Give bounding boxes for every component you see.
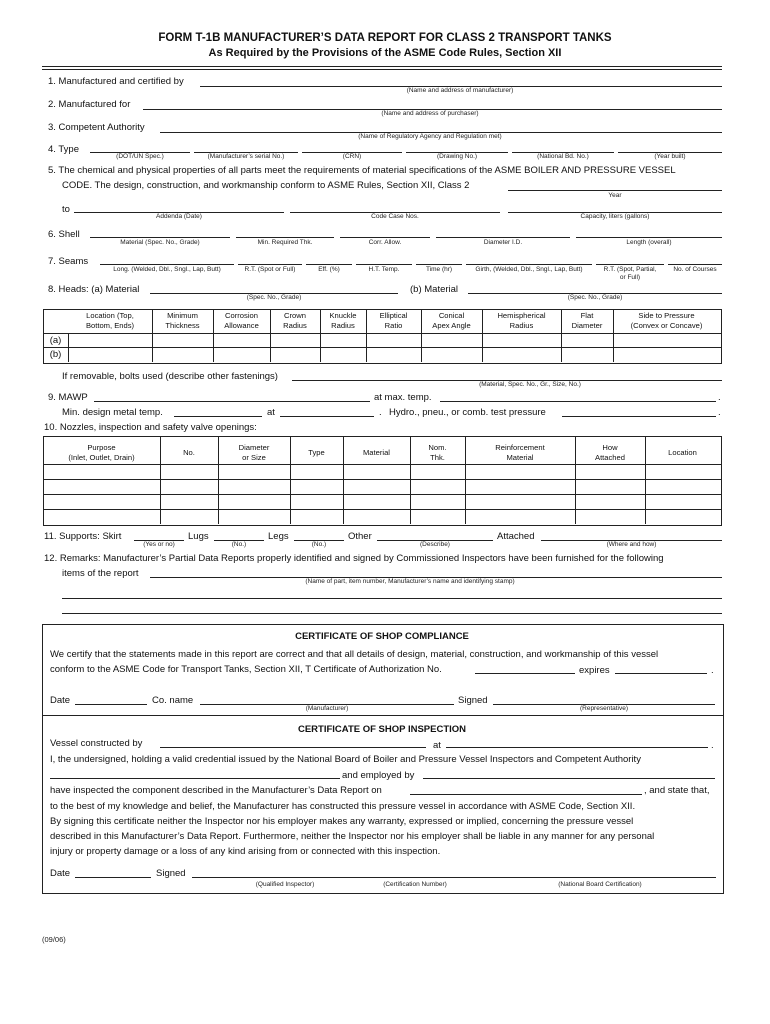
- compliance-line1: We certify that the statements made in this report are correct and that all details of design, material, construction, and workmanship of this vessel: [50, 649, 659, 660]
- certificate-no-field[interactable]: [475, 673, 575, 674]
- remarks-line[interactable]: [62, 613, 722, 614]
- inspection-signed-label: Signed: [156, 868, 186, 879]
- courses-field[interactable]: [668, 264, 722, 265]
- hint: Girth, (Welded, Dbl., Sngl., Lap, Butt): [475, 266, 583, 273]
- period: .: [711, 665, 714, 676]
- hint: Material (Spec. No., Grade): [120, 239, 200, 246]
- nozzle-col-material: Material: [362, 448, 390, 457]
- mawp-field[interactable]: [94, 401, 370, 402]
- inspection-date-label: Date: [50, 868, 71, 879]
- hint: R.T. (Spot or Full): [244, 266, 296, 273]
- manufacturer-hint: (Manufacturer): [305, 705, 349, 712]
- certificate-divider: [42, 715, 723, 716]
- nozzle-col-purpose: Purpose (Inlet, Outlet, Drain): [68, 443, 135, 462]
- hint: (Yes or no): [143, 541, 175, 548]
- min-design-temp-label: Min. design metal temp.: [62, 407, 163, 418]
- shop-inspection-title: CERTIFICATE OF SHOP INSPECTION: [297, 724, 467, 735]
- hint: No. of Courses: [673, 266, 717, 273]
- to-label: to: [62, 204, 70, 215]
- hint: Diameter I.D.: [483, 239, 523, 246]
- item4-label: 4. Type: [48, 144, 79, 155]
- inspection-holding-line: I, the undersigned, holding a valid credential issued by the National Board of Boiler and Pressure Vessel Inspectors and Competent Authority: [50, 754, 641, 765]
- item5-line1: 5. The chemical and physical properties of all parts meet the requirements of material specifications of the ASME BOILER AND PRESSURE VESSEL: [48, 165, 676, 176]
- heads-row-a: (a): [49, 335, 62, 346]
- nozzle-col-location: Location: [668, 448, 697, 457]
- item6-label: 6. Shell: [48, 229, 80, 240]
- hint: (Drawing No.): [436, 153, 478, 160]
- attached-label: Attached: [497, 531, 535, 542]
- item10-label: 10. Nozzles, inspection and safety valve openings:: [44, 422, 257, 433]
- expires-field[interactable]: [615, 673, 707, 674]
- employed-by-label: and employed by: [342, 770, 415, 781]
- hint: Length (overall): [626, 239, 672, 246]
- nozzle-col-diameter: Diameter or Size: [238, 443, 270, 462]
- nozzle-col-how-attached: How Attached: [595, 443, 625, 462]
- other-label: Other: [348, 531, 372, 542]
- rt-field[interactable]: [238, 264, 302, 265]
- head-b-hint: (Spec. No., Grade): [567, 294, 623, 301]
- heads-col-side: Side to Pressure (Convex or Concave): [630, 311, 703, 330]
- hint: (No.): [231, 541, 247, 548]
- period: .: [718, 392, 721, 403]
- compliance-line2: conform to the ASME Code for Transport Tanks, Section XII, T Certificate of Authorization No.: [50, 664, 442, 675]
- hint: Corr. Allow.: [368, 239, 402, 246]
- competent-authority-name-field[interactable]: [50, 778, 340, 779]
- remarks-line[interactable]: [62, 598, 722, 599]
- hint: (CRN): [342, 153, 362, 160]
- diameter-field[interactable]: [436, 237, 570, 238]
- period: .: [718, 407, 721, 418]
- hint: (No.): [311, 541, 327, 548]
- form-subtitle: As Required by the Provisions of the ASME Code Rules, Section XII: [208, 47, 562, 59]
- hint: (Describe): [420, 541, 450, 548]
- heads-col-crown: Crown Radius: [283, 311, 307, 330]
- vessel-constructed-label: Vessel constructed by: [50, 738, 143, 749]
- compliance-signed-label: Signed: [458, 695, 488, 706]
- hint: (Where and how): [606, 541, 657, 548]
- length-field[interactable]: [576, 237, 722, 238]
- year-hint: Year: [608, 192, 622, 199]
- hydro-label: Hydro., pneu., or comb. test pressure: [389, 407, 546, 418]
- and-state-label: , and state that,: [644, 785, 710, 796]
- item12-line1: 12. Remarks: Manufacturer’s Partial Data Reports properly identified and signed by Commissioned Inspectors have been furnished for the following: [44, 553, 664, 564]
- hint: (DOT/UN Spec.): [116, 153, 164, 160]
- girth-seam-field[interactable]: [466, 264, 592, 265]
- inspection-para-2: By signing this certificate neither the Inspector nor his employer makes any warranty, expressed or implied, concerning the pressure vessel: [50, 816, 634, 827]
- inspection-para-1: to the best of my knowledge and belief, the Manufacturer has constructed this pressure vessel in accordance with ASME Code, Section XII.: [50, 801, 636, 812]
- hint: (Manufacturer’s serial No.): [207, 153, 285, 160]
- hint: Eff. (%): [318, 266, 340, 273]
- item3-label: 3. Competent Authority: [48, 122, 145, 133]
- hint: (Certification Number): [383, 881, 447, 888]
- at-label: at: [267, 407, 275, 418]
- item8-label: 8. Heads: (a) Material: [48, 284, 140, 295]
- head-a-hint: (Spec. No., Grade): [246, 294, 302, 301]
- form-revision: (09/06): [42, 935, 66, 944]
- nozzle-col-no: No.: [183, 448, 195, 457]
- hint: (Qualified Inspector): [255, 881, 315, 888]
- hint: Time (hr): [425, 266, 453, 273]
- min-design-temp-field[interactable]: [174, 416, 262, 417]
- at-max-temp-label: at max. temp.: [374, 392, 432, 403]
- at-label: at: [433, 740, 441, 751]
- inspection-date-field[interactable]: [410, 794, 642, 795]
- compliance-date-field[interactable]: [75, 704, 147, 705]
- table-rule: [43, 479, 721, 480]
- period: .: [711, 740, 714, 751]
- vessel-constructed-field[interactable]: [160, 747, 426, 748]
- legs-label: Legs: [268, 531, 289, 542]
- hint: Capacity, liters (gallons): [580, 213, 650, 220]
- representative-hint: (Representative): [579, 705, 629, 712]
- header-rule: [42, 66, 722, 67]
- test-pressure-field[interactable]: [562, 416, 716, 417]
- year-field[interactable]: [508, 190, 722, 191]
- heads-row-b: (b): [49, 349, 62, 360]
- heads-col-hemispherical: Hemispherical Radius: [497, 311, 546, 330]
- bolts-hint: (Material, Spec. No., Gr., Size, No.): [479, 381, 581, 388]
- item1-label: 1. Manufactured and certified by: [48, 76, 184, 87]
- hint: R.T. (Spot, Partial,: [603, 266, 657, 273]
- nozzle-col-type: Type: [308, 448, 325, 457]
- remarks-hint: (Name of part, item number, Manufacturer’s name and identifying stamp): [305, 578, 515, 585]
- lugs-label: Lugs: [188, 531, 209, 542]
- max-temp-field[interactable]: [440, 401, 716, 402]
- inspection-sign-date-field[interactable]: [75, 877, 151, 878]
- item5-line2: CODE. The design, construction, and workmanship conform to ASME Rules, Section XII, Class 2: [62, 180, 470, 191]
- item7-label: 7. Seams: [48, 256, 89, 267]
- location-field[interactable]: [446, 747, 708, 748]
- table-rule: [43, 333, 721, 334]
- inspector-signature-field[interactable]: [192, 877, 716, 878]
- heads-col-min-thickness: Minimum Thickness: [165, 311, 200, 330]
- inspection-para-3: described in this Manufacturer’s Data Report. Furthermore, neither the Inspector nor his employer shall be liable in any manner for any personal: [50, 831, 655, 842]
- nozzle-col-reinforcement: Reinforcement Material: [495, 443, 545, 462]
- co-name-label: Co. name: [152, 695, 194, 706]
- competent-authority-hint: (Name of Regulatory Agency and Regulation met): [358, 133, 502, 140]
- expires-label: expires: [579, 665, 610, 676]
- heads-col-location: Location (Top, Bottom, Ends): [85, 311, 135, 330]
- table-rule: [43, 347, 721, 348]
- removable-label: If removable, bolts used (describe other fastenings): [62, 371, 278, 382]
- hint: or Full): [619, 274, 641, 281]
- eff-field[interactable]: [306, 264, 352, 265]
- hint: Addenda (Date): [156, 213, 202, 220]
- header-rule: [42, 69, 722, 70]
- compliance-date-label: Date: [50, 695, 71, 706]
- employer-field[interactable]: [423, 778, 715, 779]
- hint: (National Board Certification): [558, 881, 642, 888]
- item12-line2: items of the report: [62, 568, 139, 579]
- shell-material-field[interactable]: [90, 237, 230, 238]
- item9-label: 9. MAWP: [48, 392, 88, 403]
- hint: (Year built): [654, 153, 686, 160]
- item8-b-label: (b) Material: [410, 284, 459, 295]
- inspection-para-4: injury or property damage or a loss of any kind arising from or connected with this inspection.: [50, 846, 441, 857]
- heads-col-conical: Conical Apex Angle: [432, 311, 471, 330]
- form-title: FORM T-1B MANUFACTURER’S DATA REPORT FOR CLASS 2 TRANSPORT TANKS: [158, 32, 612, 44]
- heads-col-elliptical: Elliptical Ratio: [379, 311, 408, 330]
- have-inspected-label: have inspected the component described in the Manufacturer’s Data Report on: [50, 785, 382, 796]
- heads-col-knuckle: Knuckle Radius: [329, 311, 357, 330]
- time-field[interactable]: [416, 264, 462, 265]
- min-design-temp-at-field[interactable]: [280, 416, 374, 417]
- hint: Code Case Nos.: [371, 213, 419, 220]
- table-rule: [68, 333, 69, 362]
- corr-allow-field[interactable]: [340, 237, 430, 238]
- shop-compliance-title: CERTIFICATE OF SHOP COMPLIANCE: [295, 631, 469, 642]
- item2-label: 2. Manufactured for: [48, 99, 131, 110]
- min-thk-field[interactable]: [236, 237, 334, 238]
- nozzle-col-nom-thk: Nom. Thk.: [428, 443, 447, 462]
- item11-label: 11. Supports: Skirt: [44, 531, 122, 542]
- rt-girth-field[interactable]: [596, 264, 664, 265]
- table-rule: [43, 464, 721, 465]
- long-seam-field[interactable]: [100, 264, 234, 265]
- hint: H.T. Temp.: [368, 266, 400, 273]
- period: .: [379, 407, 382, 418]
- table-rule: [43, 494, 721, 495]
- hint: Min. Required Thk.: [257, 239, 313, 246]
- hint: Long. (Welded, Dbl., Sngl., Lap, Butt): [113, 266, 221, 273]
- manufacturer-hint: (Name and address of manufacturer): [406, 87, 514, 94]
- purchaser-hint: (Name and address of purchaser): [381, 110, 479, 117]
- hint: (National Bd. No.): [537, 153, 589, 160]
- table-rule: [43, 509, 721, 510]
- ht-temp-field[interactable]: [356, 264, 412, 265]
- heads-col-corrosion: Corrosion Allowance: [224, 311, 259, 330]
- heads-col-flat: Flat Diameter: [571, 311, 603, 330]
